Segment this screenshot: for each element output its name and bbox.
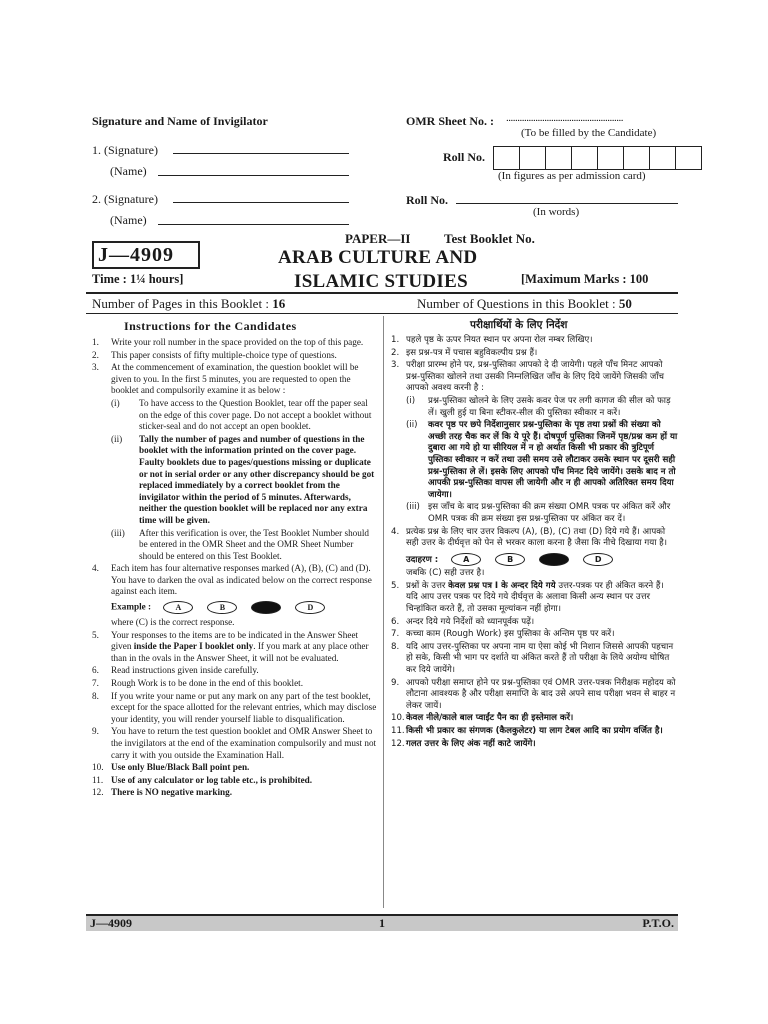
instruction-item [391,617,678,629]
omr-sheet-label: OMR Sheet No. : [406,114,494,128]
maximum-marks: [Maximum Marks : 100 [521,272,649,286]
item-text-bold: केवल प्रश्न पत्र I के अन्दर दिये गये [448,580,556,591]
roll-digit-box[interactable] [649,146,676,170]
name-2-line[interactable] [158,211,349,225]
pages-count-label: Number of Pages in this Booklet : [92,296,273,311]
oval-d: D [583,553,613,566]
item-number: 11. [92,774,104,785]
oval-a: A [451,553,481,566]
item-text: उत्तर-पत्रक पर ही अंकित करने हैं। यदि आप उत्तर पत्रक पर दिये गये दीर्घवृत्त के अलावा किसी अन्य स्थान पर उत्तर चिन्हांकित करते हैं, तो उसका मूल्यांकन नहीं होगा। [406,580,664,615]
item-text: . If you mark at any place other than in the ovals in the Answer Sheet, it will not be evaluated. [111,641,369,663]
footer-page-number: 1 [379,916,385,930]
item-text: Read instructions given inside carefully. [111,665,259,676]
footer-pto: P.T.O. [642,916,674,930]
item-text: गलत उत्तर के लिए अंक नहीं काटे जायेंगे। [406,738,536,749]
item-number: 10. [391,713,405,724]
roll-digit-box[interactable] [623,146,650,170]
item-number: 7. [391,629,400,640]
example-note-text: where (C) is the correct response. [111,617,235,628]
example-note-text: जबकि (C) सही उत्तर है। [406,568,485,579]
divider-second [86,313,678,314]
subitem-number: (iii) [111,527,125,538]
subitem-number: (i) [406,395,416,406]
roll-digit-box[interactable] [493,146,520,170]
time-allowed: Time : 1¼ hours] [92,272,184,286]
subitem-number: (ii) [406,420,418,431]
invigilator-heading: Signature and Name of Invigilator [92,114,268,128]
instruction-item [391,335,678,347]
example-ovals [451,553,613,566]
omr-sheet-field[interactable]: .................................................... [506,112,623,124]
instruction-item [92,726,378,761]
item-text: प्रत्येक प्रश्न के लिए चार उत्तर विकल्प (A), (B), (C) तथा (D) दिये गये हैं। आपको सही उत्तर के दीर्घवृत्त को पेन से भरकर काला करना है जैसा कि नीचे दिखाया गया है। [406,526,667,549]
instructions-heading-en: Instructions for the Candidates [124,319,297,333]
instruction-item [92,362,378,397]
instruction-subitem [406,396,678,419]
instruction-subitem [111,528,378,563]
name-2-label: (Name) [110,213,147,227]
signature-1-label: 1. (Signature) [92,143,158,157]
instruction-item [391,348,678,360]
instruction-item [92,775,378,787]
item-number: 8. [92,690,99,701]
item-text: अन्दर दिये गये निर्देशों को ध्यानपूर्वक पढ़ें। [406,616,535,627]
item-number: 6. [92,665,99,676]
item-text: पहले पृष्ठ के ऊपर नियत स्थान पर अपना रोल नम्बर लिखिए। [406,335,593,345]
page-footer [86,914,678,931]
instruction-item [92,337,378,349]
roll-digit-box[interactable] [675,146,702,170]
subject-title-line1: ARAB CULTURE AND [278,247,478,268]
instructions-heading-hi: परीक्षार्थियों के लिए निर्देश [470,319,568,331]
item-text: यदि आप उत्तर-पुस्तिका पर अपना नाम या ऐसा कोई भी निशान जिससे आपकी पहचान हो सके, किसी भी भाग पर दर्शाते या अंकित करते हैं तो परीक्षा के लिये अयोग्य घोषित कर दिये जायेंगे। [406,641,674,676]
instruction-item [391,629,678,641]
item-number: 1. [92,337,99,347]
instructions-hi [391,335,678,751]
subitem-text: Tally the number of pages and number of questions in the booklet with the information printed on the cover page. Faulty booklets due to pages/questions missing or duplicate or not in serial order or any other discrepancy should be got replaced immediately by a correct booklet from the invigilator within the period of 5 minutes. Afterwards, neither the question booklet will be replaced nor any extra time will be given. [139,433,375,525]
roll-words-line[interactable] [456,190,678,204]
item-text: परीक्षा प्रारम्भ होने पर, प्रश्न-पुस्तिका आपको दे दी जायेगी। पहले पाँच मिनट आपको प्रश्न-पुस्तिका खोलने तथा उसकी निम्नलिखित जाँच के लिए दिये जायेंगे जिसकी जाँच आपको अवश्य करनी है : [406,360,664,394]
oval-c-filled [539,553,569,566]
column-separator [383,316,384,908]
item-number: 10. [92,762,104,773]
item-text: इस प्रश्न-पत्र में पचास बहुविकल्पीय प्रश्न हैं। [406,347,538,358]
item-text: This paper consists of fifty multiple-choice type of questions. [111,349,337,360]
item-number: 12. [391,738,405,749]
signature-2-line[interactable] [173,189,349,203]
paper-code: J—4909 [92,241,200,269]
name-1-label: (Name) [110,164,147,178]
divider-top [86,292,678,294]
item-text: प्रश्नों के उत्तर [406,580,449,591]
instructions-en [92,337,378,800]
roll-words-note: (In words) [533,206,580,218]
instruction-item [391,678,678,713]
item-text: Your responses to the items are to be indicated in the Answer Sheet given [111,629,359,652]
item-number: 3. [391,360,400,371]
item-number: 4. [92,563,99,574]
item-number: 6. [391,616,400,627]
item-text: If you write your name or put any mark on any part of the test booklet, except for the space allotted for the relevant entries, which may disclose your identity, you will render yourself liable to disqualification. [111,690,377,724]
instruction-item [391,360,678,395]
instruction-subitem [111,434,378,527]
subitem-text: After this verification is over, the Test Booklet Number should be entered in the OMR Sheet and the OMR Sheet Number should be entered on this Test Booklet. [139,527,369,561]
footer-code: J—4909 [90,916,132,930]
instruction-item [92,691,378,726]
item-text: कच्चा काम (Rough Work) इस पुस्तिका के अन्तिम पृष्ठ पर करें। [406,629,615,640]
subitem-text: कवर पृष्ठ पर छपे निर्देशानुसार प्रश्न-पुस्तिका के पृष्ठ तथा प्रश्नों की संख्या को अच्छी तरह चैक कर लें कि ये पूरे हैं। दोषपूर्ण पुस्तिका जिनमें पृष्ठ/प्रश्न कम हों या दुबारा आ गये हो या सीरियल में न हो अर्थात किसी भी प्रकार की त्रुटिपूर्ण पुस्तिका स्वीकार न करें तथा उसी समय उसे लौटाकर उसके स्थान पर दूसरी सही प्रश्न-पुस्तिका ले लें। इसके लिए आपको पाँच मिनट दिये जायेंगे। उसके बाद न तो आपकी प्रश्न-पुस्तिका वापस ली जायेगी और न ही आपको अतिरिक्त समय दिया जायेगा। [428,420,678,500]
example-label: Example : [111,601,152,612]
oval-a: A [163,601,193,614]
instruction-item [391,642,678,677]
item-text: At the commencement of examination, the question booklet will be given to you. In the first 5 minutes, you are requested to open the booklet and compulsorily examine it as below : [111,362,359,396]
example-row [391,553,678,567]
roll-number-label: Roll No. [443,150,485,164]
paper-label: PAPER—II [345,231,411,246]
item-text: You have to return the test question booklet and OMR Answer Sheet to the invigilators at the end of the examination compulsorily and must not carry it with you outside the Examination Hall. [111,726,377,760]
item-number: 3. [92,362,99,373]
instruction-item [391,527,678,550]
signature-1-line[interactable] [173,140,349,154]
instruction-item [92,563,378,598]
example-ovals [163,601,325,614]
roll-number-boxes[interactable] [494,146,702,170]
signature-2-label: 2. (Signature) [92,192,158,206]
item-text: Write your roll number in the space provided on the top of this page. [111,337,364,347]
item-number: 11. [391,726,405,736]
item-text: किसी भी प्रकार का संगणक (कैलकुलेटर) या लाग टेबल आदि का प्रयोग वर्जित है। [406,726,663,736]
example-label: उदाहरण : [406,554,439,565]
instruction-item [92,762,378,774]
pages-count [92,296,285,312]
omr-sheet-note: (To be filled by the Candidate) [521,127,657,139]
name-1-line[interactable] [158,162,349,176]
item-number: 9. [391,677,400,688]
item-number: 12. [92,787,104,798]
pages-count-value: 16 [272,296,286,311]
instruction-item [92,630,378,665]
item-text: Each item has four alternative responses marked (A), (B), (C) and (D). You have to darken the oval as indicated below on the correct response against each item. [111,563,372,597]
item-text: Use of any calculator or log table etc., is prohibited. [111,774,313,785]
instruction-subitem [406,420,678,501]
example-note [391,568,678,580]
subitem-number: (ii) [111,433,123,444]
roll-digit-box[interactable] [571,146,598,170]
subitem-number: (i) [111,397,120,408]
subitem-text: इस जाँच के बाद प्रश्न-पुस्तिका की क्रम संख्या OMR पत्रक पर अंकित करें और OMR पत्रक की क्रम संख्या इस प्रश्न-पुस्तिका पर अंकित कर दें। [428,502,671,524]
roll-number-note: (In figures as per admission card) [498,170,646,182]
item-number: 9. [92,726,99,737]
oval-b: B [207,601,237,614]
instruction-subitem [111,398,378,433]
item-number: 1. [391,335,400,345]
questions-count [417,296,632,312]
item-text-bold: inside the Paper I booklet only [133,641,254,652]
instruction-item [92,665,378,677]
roll-words-label: Roll No. [406,193,448,207]
item-number: 2. [391,347,400,358]
instruction-item [391,726,678,738]
instruction-subitem [406,502,678,525]
subitem-text: प्रश्न-पुस्तिका खोलने के लिए उसके कवर पेज पर लगी कागज की सील को फाड़ लें। खुली हुई या बिना स्टीकर-सील की पुस्तिका स्वीकार न करें। [428,395,671,418]
item-number: 8. [391,641,400,652]
subject-title-line2: ISLAMIC STUDIES [294,271,468,292]
item-text: केवल नीले/काले बाल प्वाईंट पैन का ही इस्तेमाल करें। [406,713,574,724]
instruction-item [92,350,378,362]
roll-digit-box[interactable] [597,146,624,170]
item-text: Use only Blue/Black Ball point pen. [111,762,250,773]
item-text: आपको परीक्षा समाप्त होने पर प्रश्न-पुस्तिका एवं OMR उत्तर-पत्रक निरीक्षक महोदय को लौटाना आवश्यक है और परीक्षा समाप्ति के बाद उसे अपने साथ परीक्षा भवन से बाहर न लेकर जायें। [406,677,676,711]
example-note [92,617,378,629]
oval-d: D [295,601,325,614]
item-number: 5. [391,580,400,591]
item-number: 4. [391,526,400,537]
oval-c-filled [251,601,281,614]
oval-b: B [495,553,525,566]
example-row [92,601,378,614]
item-number: 2. [92,349,99,360]
questions-count-value: 50 [618,296,632,311]
instruction-item [391,713,678,725]
roll-digit-box[interactable] [545,146,572,170]
item-text: Rough Work is to be done in the end of this booklet. [111,678,304,689]
instruction-item [391,739,678,751]
item-number: 7. [92,678,99,689]
instruction-item [92,787,378,799]
test-booklet-label: Test Booklet No. [444,231,535,246]
subitem-number: (iii) [406,502,420,513]
roll-digit-box[interactable] [519,146,546,170]
item-number: 5. [92,629,99,640]
instruction-item [92,678,378,690]
questions-count-label: Number of Questions in this Booklet : [417,296,619,311]
subitem-text: To have access to the Question Booklet, tear off the paper seal on the edge of this cover page. Do not accept a booklet without sticker-seal and do not accept an open booklet. [139,397,372,432]
item-text: There is NO negative marking. [111,787,233,798]
instruction-item [391,581,678,616]
